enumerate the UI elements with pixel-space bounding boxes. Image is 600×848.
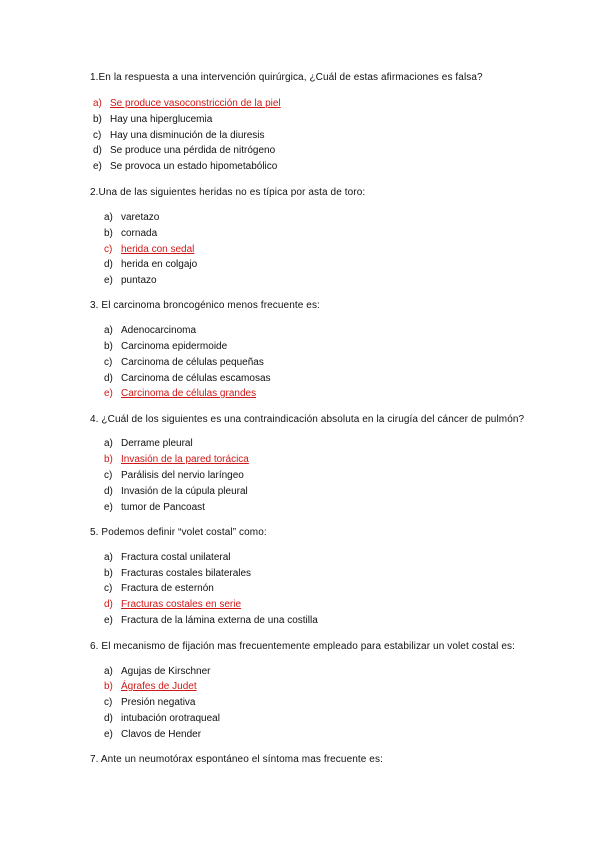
option-letter: c) (104, 244, 113, 255)
option-text: tumor de Pancoast (121, 502, 205, 513)
option-text: Carcinoma epidermoide (121, 341, 228, 352)
option-letter: d) (104, 599, 113, 610)
option-letter: e) (104, 502, 113, 513)
option-letter: a) (104, 325, 113, 336)
option-letter: a) (93, 98, 102, 109)
option-letter: b) (104, 568, 113, 579)
option-letter: a) (104, 212, 113, 223)
option-text: varetazo (121, 212, 160, 223)
option-letter: c) (93, 130, 102, 141)
option-letter: b) (93, 114, 102, 125)
option-text: Parálisis del nervio laríngeo (121, 470, 244, 481)
option-text: intubación orotraqueal (121, 713, 220, 724)
option-text: Se provoca un estado hipometabólico (110, 161, 278, 172)
option-letter: a) (104, 666, 113, 677)
question-4: 4. ¿Cuál de los siguientes es una contraindicación absoluta en la cirugía del cáncer de pulmón? (90, 414, 525, 425)
option-text: Fractura de esternón (121, 583, 214, 594)
option-text: herida con sedal (121, 244, 195, 255)
option-letter: d) (104, 259, 113, 270)
option-letter: e) (104, 388, 113, 399)
option-letter: c) (104, 583, 113, 594)
option-letter: e) (104, 275, 113, 286)
option-text: Hay una disminución de la diuresis (110, 130, 265, 141)
option-letter: d) (93, 145, 102, 156)
option-text: Derrame pleural (121, 438, 193, 449)
option-text: Invasión de la cúpula pleural (121, 486, 248, 497)
option-text: Fractura costal unilateral (121, 552, 231, 563)
option-text: Presión negativa (121, 697, 196, 708)
option-letter: d) (104, 713, 113, 724)
option-letter: e) (104, 615, 113, 626)
option-text: Carcinoma de células grandes (121, 388, 257, 399)
option-letter: e) (93, 161, 102, 172)
question-5: 5. Podemos definir “volet costal” como: (90, 527, 267, 538)
option-letter: e) (104, 729, 113, 740)
question-7: 7. Ante un neumotórax espontáneo el síntoma mas frecuente es: (90, 754, 383, 765)
option-letter: b) (104, 228, 113, 239)
option-text: Invasión de la pared torácica (121, 454, 249, 465)
option-text: Se produce vasoconstricción de la piel (110, 98, 281, 109)
question-2: 2.Una de las siguientes heridas no es típica por asta de toro: (90, 187, 366, 198)
option-text: Hay una hiperglucemia (110, 114, 213, 125)
option-text: Carcinoma de células pequeñas (121, 357, 264, 368)
option-letter: b) (104, 681, 113, 692)
option-text: cornada (121, 228, 158, 239)
option-text: Agujas de Kirschner (121, 666, 211, 677)
option-text: Fracturas costales bilaterales (121, 568, 252, 579)
question-1: 1.En la respuesta a una intervención quirúrgica, ¿Cuál de estas afirmaciones es falsa? (90, 72, 483, 83)
option-letter: a) (104, 552, 113, 563)
option-text: herida en colgajo (121, 259, 198, 270)
option-text: Adenocarcinoma (121, 325, 197, 336)
option-text: Ágrafes de Judet (121, 681, 197, 692)
option-text: Se produce una pérdida de nitrógeno (110, 145, 276, 156)
option-text: Carcinoma de células escamosas (121, 373, 271, 384)
option-text: Clavos de Hender (121, 729, 202, 740)
question-3: 3. El carcinoma broncogénico menos frecuente es: (90, 300, 320, 311)
option-text: puntazo (121, 275, 157, 286)
question-6: 6. El mecanismo de fijación mas frecuentemente empleado para estabilizar un volet costal es: (90, 641, 515, 652)
option-letter: d) (104, 486, 113, 497)
option-letter: a) (104, 438, 113, 449)
option-text: Fractura de la lámina externa de una costilla (121, 615, 318, 626)
option-letter: b) (104, 341, 113, 352)
option-letter: d) (104, 373, 113, 384)
option-text: Fracturas costales en serie (121, 599, 242, 610)
option-letter: b) (104, 454, 113, 465)
option-letter: c) (104, 470, 113, 481)
option-letter: c) (104, 697, 113, 708)
option-letter: c) (104, 357, 113, 368)
